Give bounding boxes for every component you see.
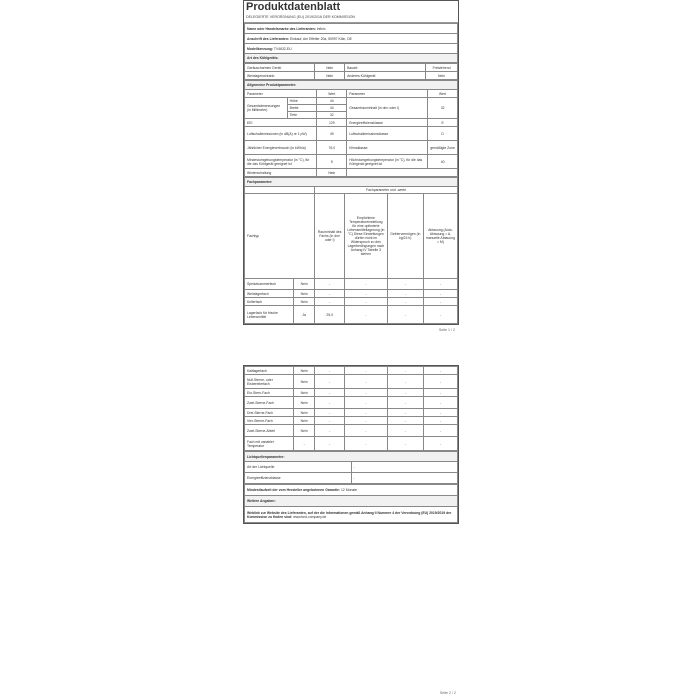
compartment-volume: - [315, 279, 345, 290]
comp-head-defrost: Abtauung (Auto-Abtauung = A, manuelle Abtauung = M) [423, 194, 457, 279]
compartment-name: Speisekammerfach [245, 279, 294, 290]
compartment-present: Nein [293, 417, 314, 425]
regulation-subtitle: DELEGIERTE VERORDNUNG (EU) 2019/2016 DER KOMMISSION [244, 14, 458, 23]
compartment-volume: - [315, 397, 345, 409]
winter-switch-value: Nein [317, 169, 347, 177]
compartment-defrost: - [423, 389, 457, 397]
compartment-defrost: - [423, 306, 457, 324]
supplier-address-cell: Anschrift des Lieferanten: Einkauf, Am Effelter 20a, 50997 Köln, DE [245, 34, 458, 44]
datasheet-page-2 [243, 365, 459, 524]
compartment-row [245, 290, 458, 298]
compartment-volume: - [315, 375, 345, 389]
compartment-present: Nein [293, 298, 314, 306]
depth-value: 32 [317, 112, 347, 119]
compartment-row [245, 375, 458, 389]
gen-head-value-1: Wert [317, 90, 347, 98]
compartment-defrost: - [423, 298, 457, 306]
comp-head-volume: Rauminhalt des Fachs (in dm³ oder l) [315, 194, 345, 279]
compartment-volume: - [315, 425, 345, 437]
climate-class-label: Klimaklasse: [347, 141, 428, 155]
compartment-temp: - [345, 279, 388, 290]
compartment-freeze: - [387, 279, 423, 290]
compartment-freeze: - [387, 389, 423, 397]
compartment-table [244, 177, 458, 324]
compartment-temp: - [345, 389, 388, 397]
design-label: Bauart: [345, 64, 426, 72]
compartment-freeze: - [387, 425, 423, 437]
compartment-volume: - [315, 437, 345, 451]
energy-class-label: Energieeffizienzklasse [347, 119, 428, 127]
compartment-freeze: - [387, 290, 423, 298]
compartment-volume: - [315, 389, 345, 397]
compartment-name: Kaltlagerfach [245, 367, 294, 375]
gen-head-value-2: Wert [428, 90, 458, 98]
page-title: Produktdatenblatt [246, 1, 341, 13]
compartment-volume: - [315, 290, 345, 298]
compartment-present: Nein [293, 290, 314, 298]
compartment-volume: - [315, 367, 345, 375]
compartment-volume: - [315, 298, 345, 306]
light-type-value: - [351, 462, 458, 473]
width-value: 44 [317, 105, 347, 112]
compartment-temp: - [345, 417, 388, 425]
compartment-temp: - [345, 425, 388, 437]
compartment-name: Zwei-Sterne-Fach [245, 397, 294, 409]
volume-label: Gesamtrauminhalt (in dm³ oder l) [347, 98, 428, 119]
eei-label: EEI [245, 119, 317, 127]
height-value: 44 [317, 98, 347, 105]
compartment-rows-page-2 [245, 367, 458, 451]
light-eclass-value: - [351, 473, 458, 484]
design-value: Freistehend [426, 64, 458, 72]
compartment-defrost: - [423, 409, 457, 417]
compartment-present: Nein [293, 425, 314, 437]
compartment-present: Nein [293, 375, 314, 389]
compartment-freeze: - [387, 306, 423, 324]
warranty-cell: Mindestlaufzeit der vom Hersteller angebotenen Garantie: 12 Monate [245, 485, 458, 496]
compartment-temp: - [345, 298, 388, 306]
compartment-freeze: - [387, 367, 423, 375]
appliance-type-heading: Art des Kühlgeräts: [245, 54, 458, 63]
compartment-temp: - [345, 290, 388, 298]
compartment-row [245, 417, 458, 425]
compartment-temp: - [345, 409, 388, 417]
noise-value: 49 [317, 127, 347, 141]
dimensions-label: Gesamtabmessungen (in Millimeter) [245, 98, 288, 119]
general-params-heading: Allgemeine Produktparameter: [245, 81, 458, 90]
compartment-name: Zwei-Sterne-Abteil [245, 425, 294, 437]
compartment-row [245, 437, 458, 451]
compartment-temp: - [345, 397, 388, 409]
winter-empty [347, 169, 458, 177]
compartment-name: Lagerfach für frische Lebensmittel [245, 306, 294, 324]
max-temp-label: Höchstumgebungstemperatur (in °C), für die das Kühlgerät geeignet ist [347, 155, 428, 169]
compartment-row [245, 367, 458, 375]
comp-head-blank [245, 187, 315, 194]
compartment-row [245, 409, 458, 417]
light-type-label: Art der Lichtquelle [245, 462, 352, 473]
energy-class-value: E [428, 119, 458, 127]
winter-switch-label: Winterschaltung [245, 169, 317, 177]
compartment-freeze: - [387, 298, 423, 306]
compartment-table-continued [244, 366, 458, 451]
compartment-row [245, 306, 458, 324]
compartment-name: Null-Sterne- oder Eisbereiterfach [245, 375, 294, 389]
compartment-row [245, 279, 458, 290]
compartment-defrost: - [423, 375, 457, 389]
compartment-rows-page-1 [245, 279, 458, 324]
height-label: Höhe [287, 98, 317, 105]
volume-value: 32 [428, 98, 458, 119]
general-params-table [244, 80, 458, 177]
model-cell: Modellkennung: TV4632-EU [245, 44, 458, 54]
compartment-name: Ein-Stern-Fach [245, 389, 294, 397]
comp-head-temp: Empfohlene Temperatureinstellung für eine optimierte Lebensmittellagerung (in °C) Diese Einstellungen dürfen nicht im Widerspruch zu den Lagerbedingungen nach Anhang IV Tabelle 3 stehen [345, 194, 388, 279]
compartment-temp: - [345, 375, 388, 389]
gen-head-param-2: Parameter [347, 90, 428, 98]
compartment-present: Nein [293, 409, 314, 417]
climate-class-value: gemäßigte Zone [428, 141, 458, 155]
appliance-type-table [244, 63, 458, 80]
compartment-name: Drei-Sterne-Fach [245, 409, 294, 417]
annual-energy-value: 76,0 [317, 141, 347, 155]
compartment-present: - [293, 437, 314, 451]
light-heading: Lichtquellenparameter: [245, 452, 458, 462]
supplier-name-cell: Name oder Handelsmarke des Lieferanten: Infinix [245, 24, 458, 34]
compartment-temp: - [345, 306, 388, 324]
compartment-row [245, 425, 458, 437]
noise-class-value: D [428, 127, 458, 141]
wine-label: Weinlagerschrank: [245, 72, 315, 80]
compartment-temp: - [345, 367, 388, 375]
datasheet-page-1 [243, 0, 459, 332]
comp-head-freeze: Gefriervermögen (in kg/24 h) [387, 194, 423, 279]
depth-label: Tiefe [287, 112, 317, 119]
compartment-defrost: - [423, 290, 457, 298]
compartment-defrost: - [423, 425, 457, 437]
noise-class-label: Luftschallemissionsklasse [347, 127, 428, 141]
compartment-name: Vier-Sterne-Fach [245, 417, 294, 425]
light-table [244, 451, 458, 484]
noise-label: Luftschallemissionen (in dB(A) re 1 pW) [245, 127, 317, 141]
compartment-name: Weinlagerfach [245, 290, 294, 298]
compartment-freeze: - [387, 409, 423, 417]
weblink-cell: Weblink zur Website des Lieferanten, auf der die Informationen gemäß Anhang II Nummer 4 der Verordnung (EU) 2019/2019 der Kommission zu finden sind: www.bed-company.de [245, 507, 458, 523]
compartment-freeze: - [387, 397, 423, 409]
light-eclass-label: Energieeffizienzklasse [245, 473, 352, 484]
compartment-present: Nein [293, 397, 314, 409]
low-noise-label: Geräuscharmes Gerät: [245, 64, 315, 72]
comp-head-group: Fachparameter und -werte [315, 187, 458, 194]
compartment-heading: Fachparameter: [245, 178, 458, 187]
compartment-present: Nein [293, 389, 314, 397]
page-number-2: Seite 2 / 2 [439, 691, 456, 695]
eei-value: 129 [317, 119, 347, 127]
max-temp-value: 40 [428, 155, 458, 169]
compartment-volume: - [315, 409, 345, 417]
supplier-table [244, 23, 458, 63]
annual-energy-label: Jährlicher Energieverbrauch (in kWh/a) [245, 141, 317, 155]
compartment-defrost: - [423, 367, 457, 375]
warranty-table [244, 484, 458, 523]
width-label: Breite [287, 105, 317, 112]
compartment-name: Fach mit variabler Temperatur [245, 437, 294, 451]
compartment-volume: - [315, 417, 345, 425]
compartment-freeze: - [387, 417, 423, 425]
compartment-temp: - [345, 437, 388, 451]
min-temp-value: 5 [317, 155, 347, 169]
compartment-present: Nein [293, 279, 314, 290]
compartment-defrost: - [423, 417, 457, 425]
more-info-heading: Weitere Angaben: [245, 496, 458, 507]
compartment-row [245, 397, 458, 409]
compartment-freeze: - [387, 437, 423, 451]
compartment-defrost: - [423, 437, 457, 451]
compartment-defrost: - [423, 279, 457, 290]
min-temp-label: Mindestumgebungstemperatur (in °C), für die das Kühlgerät geeignet ist [245, 155, 317, 169]
gen-head-param-1: Parameter [245, 90, 317, 98]
compartment-row [245, 298, 458, 306]
compartment-row [245, 389, 458, 397]
comp-head-type: Fachtyp [245, 194, 315, 279]
compartment-name: Kellerfach [245, 298, 294, 306]
compartment-present: Nein [293, 367, 314, 375]
low-noise-value: Nein [315, 64, 345, 72]
compartment-freeze: - [387, 375, 423, 389]
compartment-present: Ja [293, 306, 314, 324]
compartment-volume: 25,0 [315, 306, 345, 324]
page-number-1: Seite 1 / 2 [438, 328, 455, 332]
title-banner [244, 1, 458, 14]
other-value: Nein [426, 72, 458, 80]
other-label: Anderes Kühlgerät: [345, 72, 426, 80]
wine-value: Nein [315, 72, 345, 80]
compartment-defrost: - [423, 397, 457, 409]
